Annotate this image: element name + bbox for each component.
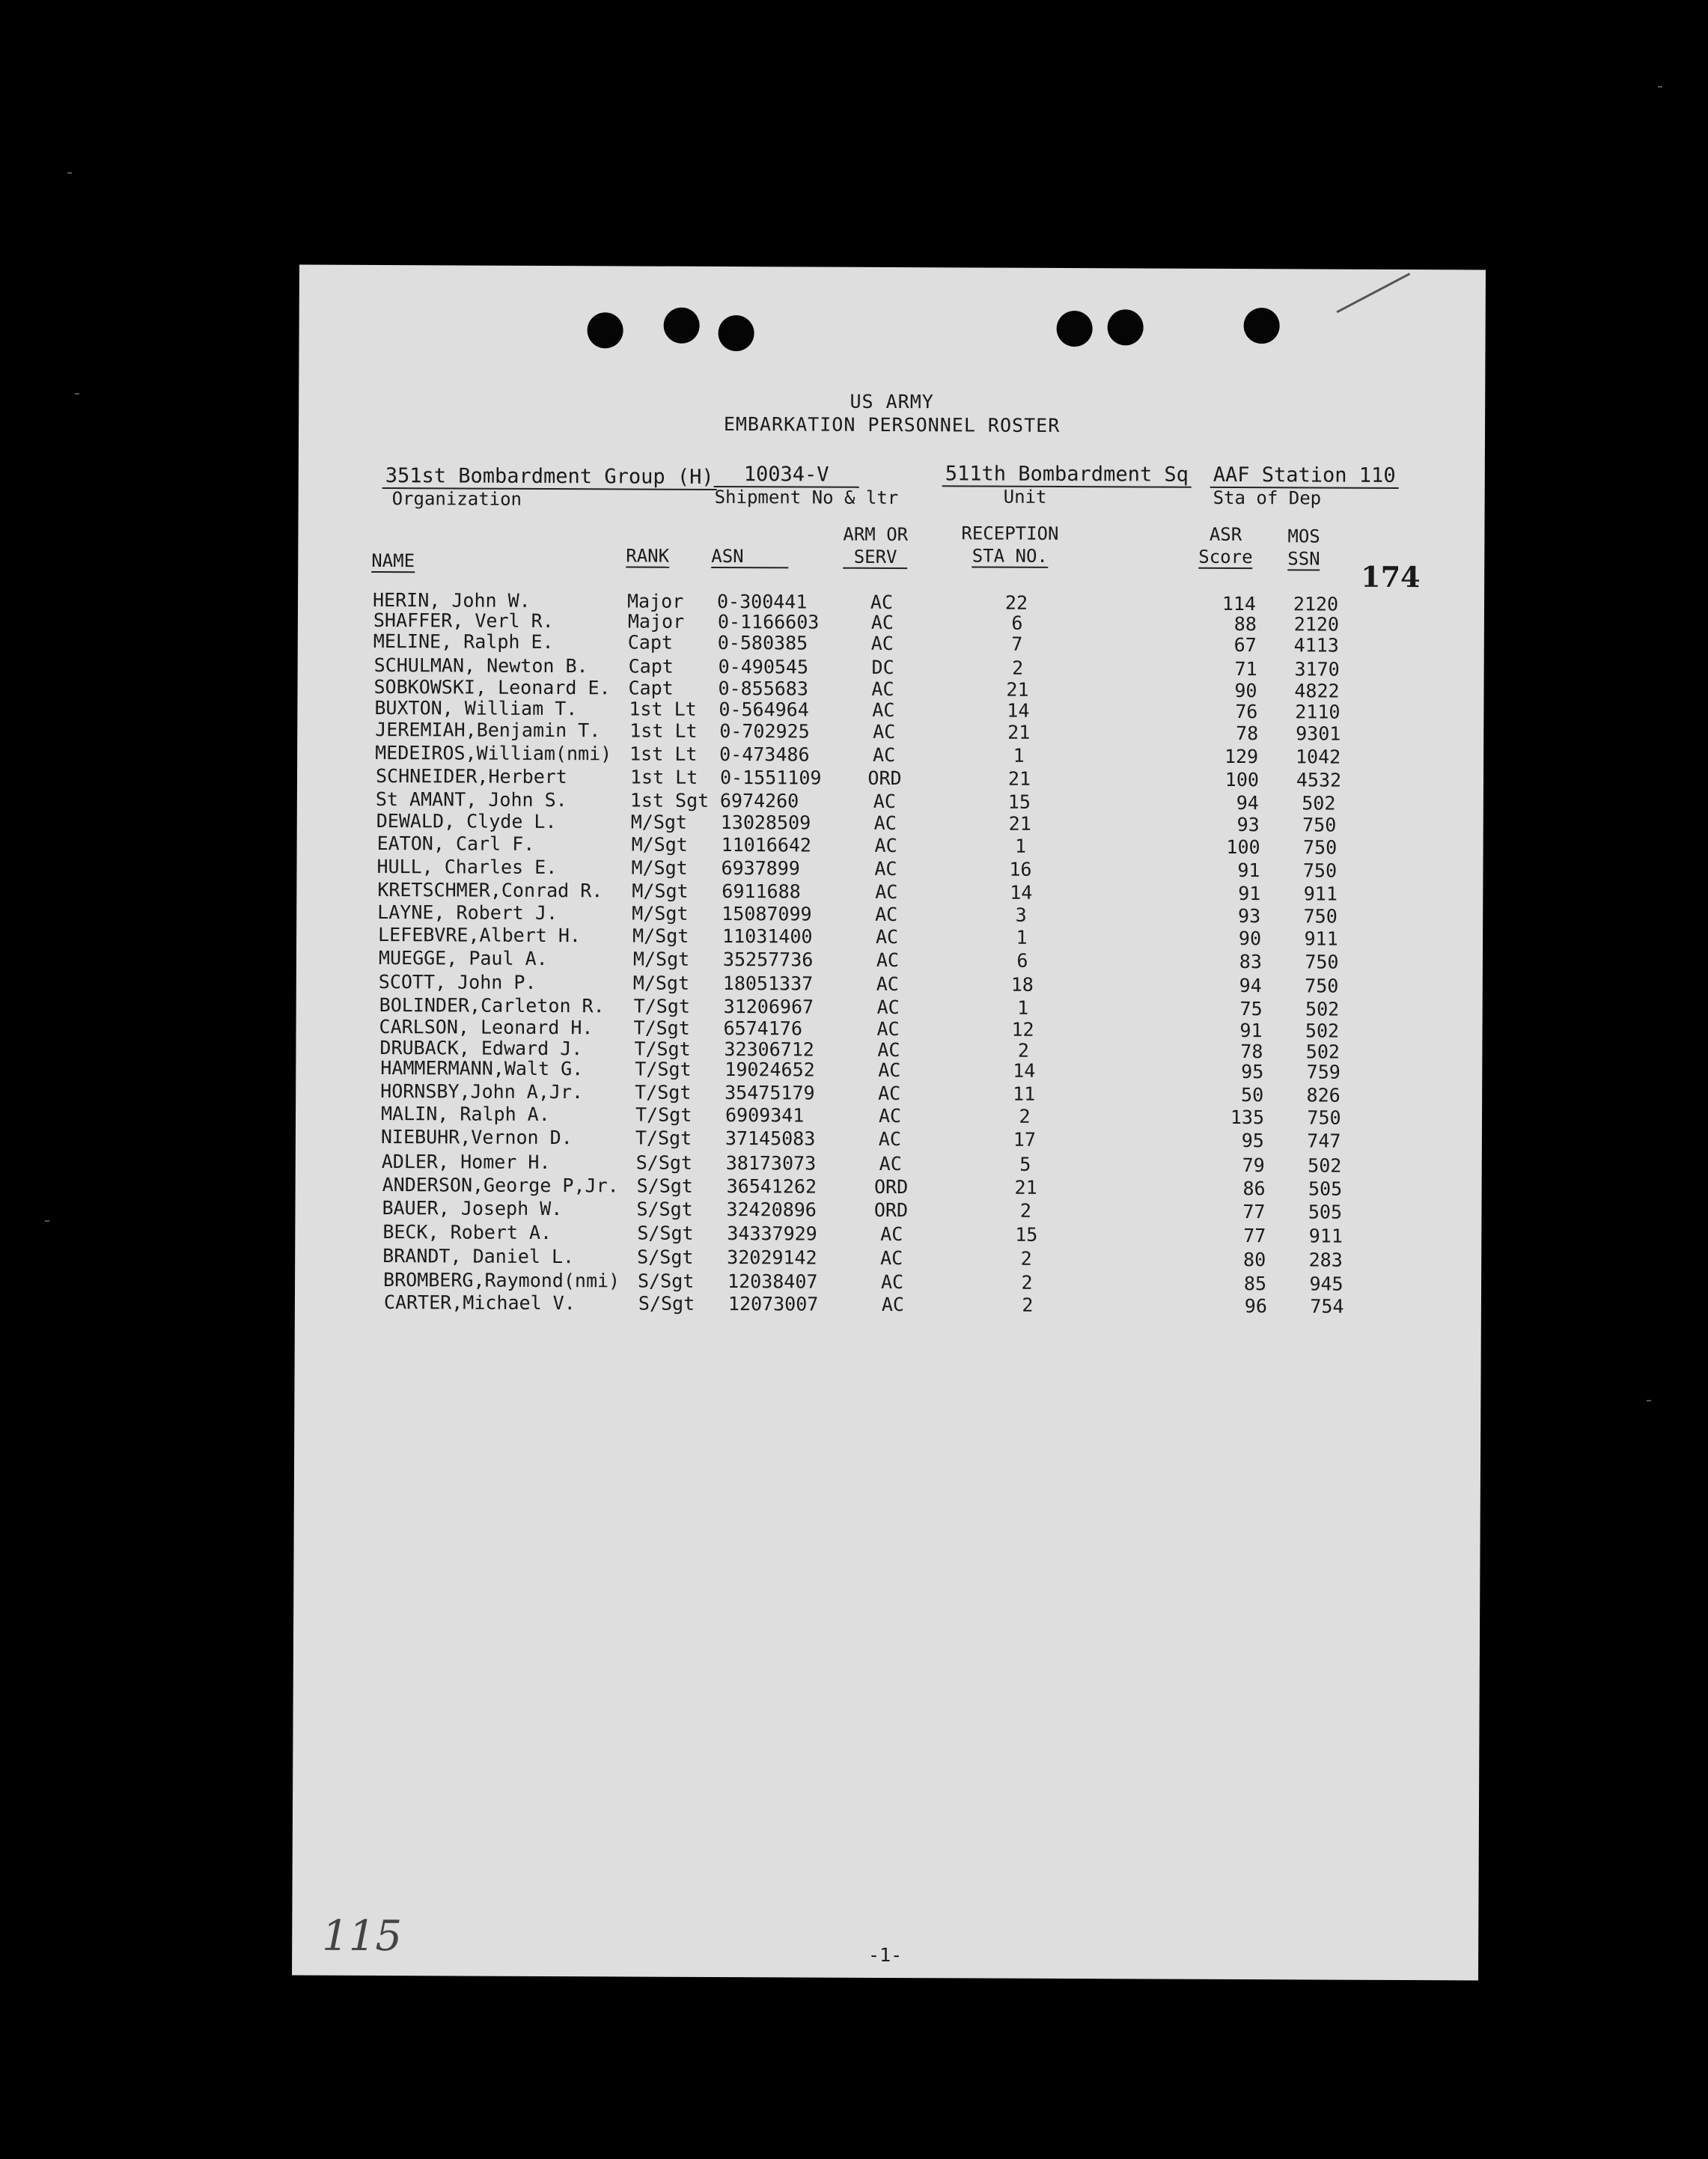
col-reception-header-line1: RECEPTION	[961, 523, 1059, 544]
cell-asr: 77	[1243, 1225, 1266, 1247]
cell-arm: AC	[880, 1222, 903, 1246]
cell-asn: 0-300441	[716, 590, 808, 613]
cell-arm: AC	[875, 880, 898, 904]
cell-arm: ORD	[873, 1199, 909, 1222]
cell-asn: 19024652	[725, 1059, 815, 1081]
cell-rank: Major	[627, 610, 685, 633]
cell-asn: 6974260	[719, 790, 799, 812]
punch-hole	[718, 315, 754, 351]
cell-mos: 750	[1302, 814, 1337, 836]
cell-sta: 21	[1014, 1176, 1037, 1199]
cell-asn: 0-564964	[719, 698, 809, 721]
cell-mos: 502	[1308, 1154, 1342, 1177]
cell-sta: 7	[1011, 633, 1023, 655]
cell-asn: 32420896	[726, 1199, 817, 1221]
cell-mos: 9301	[1296, 722, 1341, 745]
unit-value: 511th Bombardment Sq	[942, 462, 1192, 486]
cell-rank: Capt	[628, 655, 674, 677]
cell-asn: 35475179	[725, 1082, 815, 1104]
cell-arm: ORD	[873, 1175, 909, 1199]
cell-name: BROMBERG,Raymond(nmi)	[383, 1269, 620, 1292]
cell-name: MELINE, Ralph E.	[373, 630, 554, 654]
cell-rank: T/Sgt	[635, 1081, 692, 1103]
cell-mos: 750	[1305, 975, 1339, 997]
col-reception-header	[961, 522, 1058, 567]
cell-rank: T/Sgt	[635, 1058, 692, 1080]
cell-name: CARTER,Michael V.	[383, 1291, 576, 1315]
cell-sta: 15	[1007, 791, 1031, 813]
scan-speck	[45, 1220, 49, 1222]
cell-mos: 4532	[1296, 769, 1342, 791]
cell-sta: 22	[1004, 591, 1028, 614]
cell-asn: 6909341	[725, 1104, 805, 1127]
cell-rank: M/Sgt	[631, 856, 688, 879]
cell-name: BECK, Robert A.	[382, 1221, 552, 1244]
cell-rank: S/Sgt	[637, 1222, 694, 1244]
page-number: -1-	[868, 1943, 903, 1967]
doc-title-line1: US ARMY	[850, 390, 934, 413]
cell-rank: S/Sgt	[636, 1175, 693, 1197]
cell-rank: T/Sgt	[635, 1127, 692, 1149]
cell-mos: 911	[1304, 928, 1338, 950]
cell-sta: 21	[1007, 721, 1031, 743]
cell-asr: 71	[1234, 658, 1257, 680]
cell-asn: 6574176	[723, 1017, 802, 1040]
cell-sta: 2	[1021, 1271, 1033, 1294]
cell-mos: 283	[1308, 1249, 1343, 1271]
cell-mos: 911	[1308, 1225, 1343, 1247]
cell-asr: 76	[1235, 701, 1258, 723]
cell-arm: AC	[878, 1104, 902, 1127]
cell-mos: 4113	[1293, 634, 1339, 657]
cell-asr: 95	[1241, 1130, 1264, 1152]
cell-rank: S/Sgt	[635, 1151, 693, 1174]
cell-asn: 37145083	[725, 1127, 816, 1150]
cell-asr: 83	[1239, 951, 1263, 973]
cell-arm: AC	[876, 972, 899, 996]
cell-rank: M/Sgt	[632, 925, 689, 947]
cell-mos: 750	[1302, 836, 1338, 859]
cell-arm: AC	[873, 811, 897, 835]
cell-sta: 21	[1006, 678, 1029, 701]
cell-mos: 1042	[1295, 746, 1341, 768]
cell-asr: 91	[1237, 859, 1260, 882]
punch-hole	[588, 312, 623, 348]
cell-asn: 35257736	[722, 948, 814, 971]
cell-name: BOLINDER,Carleton R.	[379, 994, 605, 1017]
stamp-number: 174	[1361, 559, 1421, 594]
cell-sta: 16	[1009, 858, 1032, 880]
cell-asr: 85	[1243, 1273, 1267, 1295]
col-reception-header-line2: STA NO.	[972, 545, 1048, 567]
cell-rank: M/Sgt	[630, 811, 688, 833]
cell-asn: 34337929	[727, 1222, 817, 1245]
cell-mos: 505	[1308, 1178, 1343, 1200]
cell-arm: AC	[874, 857, 897, 880]
cell-arm: AC	[880, 1270, 904, 1294]
cell-mos: 826	[1306, 1084, 1341, 1106]
cell-asn: 0-490545	[718, 656, 809, 678]
cell-asr: 93	[1238, 905, 1261, 928]
cell-name: SOBKOWSKI, Leonard E.	[373, 675, 611, 699]
unit-label: Unit	[1003, 486, 1047, 508]
cell-arm: AC	[871, 677, 894, 701]
cell-arm: ORD	[867, 767, 902, 790]
cell-sta: 14	[1010, 881, 1033, 904]
cell-asr: 100	[1226, 835, 1260, 859]
cell-name: DEWALD, Clyde L.	[376, 810, 557, 833]
cell-rank: 1st Lt	[629, 698, 697, 720]
cell-sta: 6	[1011, 612, 1023, 634]
cell-arm: AC	[881, 1293, 905, 1316]
cell-mos: 502	[1302, 792, 1336, 814]
cell-sta: 2	[1017, 1039, 1030, 1062]
cell-asr: 80	[1243, 1249, 1266, 1271]
cell-mos: 3170	[1294, 658, 1340, 680]
shipment-label: Shipment No & ltr	[714, 486, 899, 509]
cell-asr: 100	[1224, 768, 1260, 791]
cell-asr: 77	[1242, 1201, 1266, 1223]
cell-asr: 90	[1238, 928, 1262, 950]
cell-name: MEDEIROS,William(nmi)	[375, 742, 612, 765]
cell-sta: 6	[1016, 949, 1028, 972]
cell-arm: AC	[880, 1246, 903, 1270]
cell-arm: AC	[875, 903, 898, 926]
shipment-value: 10034-V	[714, 463, 859, 487]
cell-asn: 11016642	[721, 834, 812, 856]
cell-asr: 88	[1233, 613, 1257, 636]
punch-hole	[1057, 311, 1093, 347]
cell-sta: 1	[1016, 926, 1028, 948]
col-arm-header	[843, 523, 908, 568]
cell-mos: 502	[1305, 998, 1340, 1020]
cell-asr: 67	[1233, 634, 1257, 657]
cell-asn: 6937899	[721, 857, 800, 880]
cell-name: MALIN, Ralph A.	[380, 1103, 550, 1126]
cell-sta: 12	[1011, 1018, 1034, 1041]
cell-name: BAUER, Joseph W.	[382, 1197, 563, 1220]
cell-asr: 79	[1242, 1154, 1265, 1177]
cell-rank: M/Sgt	[632, 902, 689, 925]
col-arm-header-line2: SERV	[843, 546, 908, 568]
cell-name: BUXTON, William T.	[374, 696, 578, 720]
cell-arm: AC	[876, 948, 900, 972]
cell-sta: 1	[1015, 835, 1027, 857]
col-asr-header	[1198, 523, 1253, 568]
cell-asn: 32029142	[727, 1246, 817, 1269]
cell-asn: 6911688	[722, 880, 801, 903]
doc-title-line2: EMBARKATION PERSONNEL ROSTER	[723, 413, 1061, 436]
cell-arm: DC	[871, 656, 894, 679]
cell-rank: M/Sgt	[632, 972, 690, 994]
cell-asr: 78	[1240, 1041, 1263, 1063]
cell-asn: 0-1551109	[719, 767, 822, 789]
organization-value: 351st Bombardment Group (H)	[382, 464, 717, 489]
cell-mos: 2110	[1295, 701, 1341, 723]
cell-mos: 4822	[1294, 680, 1340, 702]
cell-name: St AMANT, John S.	[375, 788, 567, 811]
cell-asn: 0-702925	[719, 720, 810, 743]
cell-asn: 11031400	[722, 925, 813, 948]
cell-rank: T/Sgt	[633, 995, 691, 1017]
cell-arm: AC	[879, 1152, 902, 1175]
cell-asr: 93	[1236, 814, 1260, 836]
cell-arm: AC	[873, 790, 896, 813]
cell-asr: 129	[1224, 745, 1259, 768]
cell-name: HERIN, John W.	[372, 588, 531, 612]
cell-asn: 0-580385	[717, 631, 808, 654]
cell-name: HORNSBY,John A,Jr.	[380, 1080, 584, 1103]
cell-asr: 91	[1238, 883, 1261, 905]
cell-asn: 38173073	[725, 1152, 817, 1175]
cell-name: BRANDT, Daniel L.	[382, 1245, 575, 1268]
cell-name: LEFEBVRE,Albert H.	[378, 924, 582, 947]
cell-name: MUEGGE, Paul A.	[378, 947, 548, 970]
cell-mos: 2120	[1293, 613, 1340, 636]
scan-speck	[75, 393, 79, 395]
cell-rank: Capt	[627, 631, 674, 654]
cell-rank: 1st Lt	[629, 743, 698, 765]
cell-arm: AC	[877, 1038, 900, 1062]
scan-speck	[67, 172, 72, 174]
cell-sta: 1	[1017, 996, 1029, 1019]
cell-mos: 945	[1309, 1273, 1343, 1295]
cell-sta: 15	[1015, 1223, 1038, 1246]
col-name-header: NAME	[371, 549, 415, 572]
cell-rank: Capt	[628, 677, 674, 699]
cell-rank: T/Sgt	[633, 1017, 690, 1039]
organization-label: Organization	[391, 488, 522, 510]
cell-arm: AC	[876, 996, 900, 1019]
cell-mos: 750	[1302, 859, 1338, 882]
cell-sta: 1	[1013, 744, 1025, 767]
roster-page	[292, 265, 1486, 1981]
cell-asr: 135	[1230, 1106, 1265, 1129]
cell-mos: 502	[1305, 1020, 1340, 1042]
cell-name: ANDERSON,George P,Jr.	[382, 1174, 619, 1197]
cell-sta: 21	[1008, 812, 1031, 835]
cell-rank: 1st Sgt	[629, 789, 710, 811]
cell-asr: 96	[1244, 1295, 1267, 1318]
cell-arm: AC	[873, 743, 896, 767]
cell-mos: 505	[1308, 1201, 1343, 1223]
cell-mos: 750	[1303, 905, 1338, 928]
col-mos-header	[1287, 525, 1320, 570]
cell-asr: 75	[1239, 998, 1263, 1020]
cell-asn: 13028509	[720, 811, 811, 834]
col-asr-header-line1: ASR	[1209, 523, 1242, 546]
cell-rank: T/Sgt	[635, 1103, 692, 1126]
cell-mos: 2120	[1293, 593, 1339, 615]
cell-sta: 21	[1007, 767, 1031, 790]
cell-rank: S/Sgt	[636, 1198, 693, 1220]
cell-rank: 1st Lt	[629, 766, 698, 788]
cell-rank: S/Sgt	[638, 1270, 695, 1292]
cell-name: EATON, Carl F.	[376, 832, 535, 855]
cell-name: SCHULMAN, Newton B.	[373, 654, 588, 677]
cell-asr: 50	[1240, 1084, 1264, 1106]
cell-sta: 2	[1012, 657, 1024, 679]
cell-mos: 750	[1307, 1106, 1341, 1129]
cell-arm: AC	[878, 1127, 902, 1151]
col-arm-header-line1: ARM OR	[843, 523, 909, 546]
col-mos-header-line1: MOS	[1287, 526, 1320, 547]
cell-asn: 12073007	[728, 1293, 819, 1315]
station-label: Sta of Dep	[1213, 487, 1322, 509]
cell-name: SHAFFER, Verl R.	[373, 609, 554, 633]
cell-rank: S/Sgt	[638, 1292, 695, 1315]
cell-arm: AC	[873, 720, 896, 743]
cell-arm: AC	[875, 925, 899, 948]
cell-name: KRETSCHMER,Conrad R.	[377, 879, 603, 902]
punch-hole	[664, 308, 700, 344]
cell-asr: 90	[1234, 680, 1257, 702]
scan-speck	[1658, 86, 1662, 88]
punch-hole	[1244, 308, 1280, 344]
cell-name: DRUBACK, Edward J.	[379, 1037, 583, 1060]
cell-sta: 2	[1020, 1247, 1032, 1270]
cell-arm: AC	[876, 1017, 900, 1041]
cell-arm: AC	[872, 698, 895, 722]
cell-asn: 31206967	[723, 996, 814, 1018]
col-rank-header: RANK	[626, 545, 670, 567]
cell-arm: AC	[870, 611, 894, 634]
col-asr-header-line2: Score	[1198, 546, 1253, 568]
cell-name: HAMMERMANN,Walt G.	[380, 1057, 584, 1080]
cell-rank: T/Sgt	[634, 1038, 691, 1060]
cell-asn: 12038407	[728, 1270, 818, 1293]
cell-asr: 78	[1236, 722, 1259, 745]
cell-mos: 754	[1310, 1295, 1344, 1318]
table-row	[309, 1291, 1495, 1334]
cell-rank: M/Sgt	[632, 948, 690, 970]
cell-mos: 502	[1305, 1041, 1341, 1063]
cell-rank: M/Sgt	[631, 833, 688, 856]
scan-speck	[1647, 1400, 1651, 1401]
cell-mos: 750	[1305, 951, 1339, 973]
cell-name: NIEBUHR,Vernon D.	[380, 1126, 573, 1149]
cell-asr: 86	[1242, 1178, 1266, 1200]
cell-rank: 1st Lt	[629, 719, 698, 742]
cell-sta: 3	[1015, 904, 1027, 926]
cell-name: SCHNEIDER,Herbert	[375, 765, 567, 788]
check-mark	[1336, 272, 1410, 313]
cell-asn: 0-473486	[719, 743, 810, 766]
cell-mos: 759	[1306, 1061, 1341, 1083]
station-value: AAF Station 110	[1210, 463, 1399, 487]
cell-asr: 94	[1236, 792, 1259, 814]
cell-name: JEREMIAH,Benjamin T.	[375, 719, 601, 742]
cell-sta: 2	[1019, 1199, 1032, 1222]
cell-asr: 95	[1241, 1061, 1264, 1083]
cell-sta: 2	[1022, 1294, 1034, 1316]
cell-asn: 15087099	[722, 903, 812, 925]
cell-arm: AC	[874, 834, 897, 857]
cell-sta: 14	[1007, 699, 1030, 722]
cell-mos: 911	[1303, 883, 1338, 905]
cell-sta: 17	[1013, 1128, 1037, 1151]
cell-asn: 36541262	[726, 1175, 817, 1198]
cell-name: ADLER, Homer H.	[381, 1151, 551, 1174]
cell-sta: 11	[1013, 1082, 1036, 1105]
cell-arm: AC	[878, 1082, 901, 1105]
cell-mos: 747	[1307, 1130, 1341, 1152]
cell-name: LAYNE, Robert J.	[377, 901, 558, 925]
punch-hole	[1108, 309, 1144, 345]
cell-asn: 18051337	[722, 972, 814, 995]
cell-asn: 0-1166603	[717, 610, 820, 633]
cell-sta: 18	[1010, 973, 1034, 996]
cell-rank: M/Sgt	[632, 880, 689, 902]
cell-sta: 5	[1019, 1153, 1031, 1175]
cell-asn: 0-855683	[718, 677, 809, 700]
cell-asr: 94	[1239, 975, 1262, 997]
cell-arm: AC	[870, 591, 894, 614]
cell-name: SCOTT, John P.	[378, 971, 537, 993]
cell-sta: 2	[1019, 1105, 1031, 1127]
col-asn-header: ASN	[711, 545, 788, 567]
cell-asr: 91	[1239, 1020, 1263, 1042]
cell-name: HULL, Charles E.	[376, 856, 558, 879]
cell-rank: Major	[626, 590, 684, 612]
cell-name: CARLSON, Leonard H.	[379, 1016, 594, 1039]
cell-asn: 32306712	[724, 1038, 814, 1061]
cell-arm: AC	[870, 632, 894, 655]
cell-sta: 14	[1013, 1059, 1036, 1082]
cell-asr: 114	[1221, 592, 1257, 615]
cell-rank: S/Sgt	[637, 1246, 694, 1268]
handwritten-number: 115	[322, 1911, 403, 1961]
cell-arm: AC	[878, 1059, 901, 1082]
col-mos-header-line2: SSN	[1287, 548, 1320, 570]
